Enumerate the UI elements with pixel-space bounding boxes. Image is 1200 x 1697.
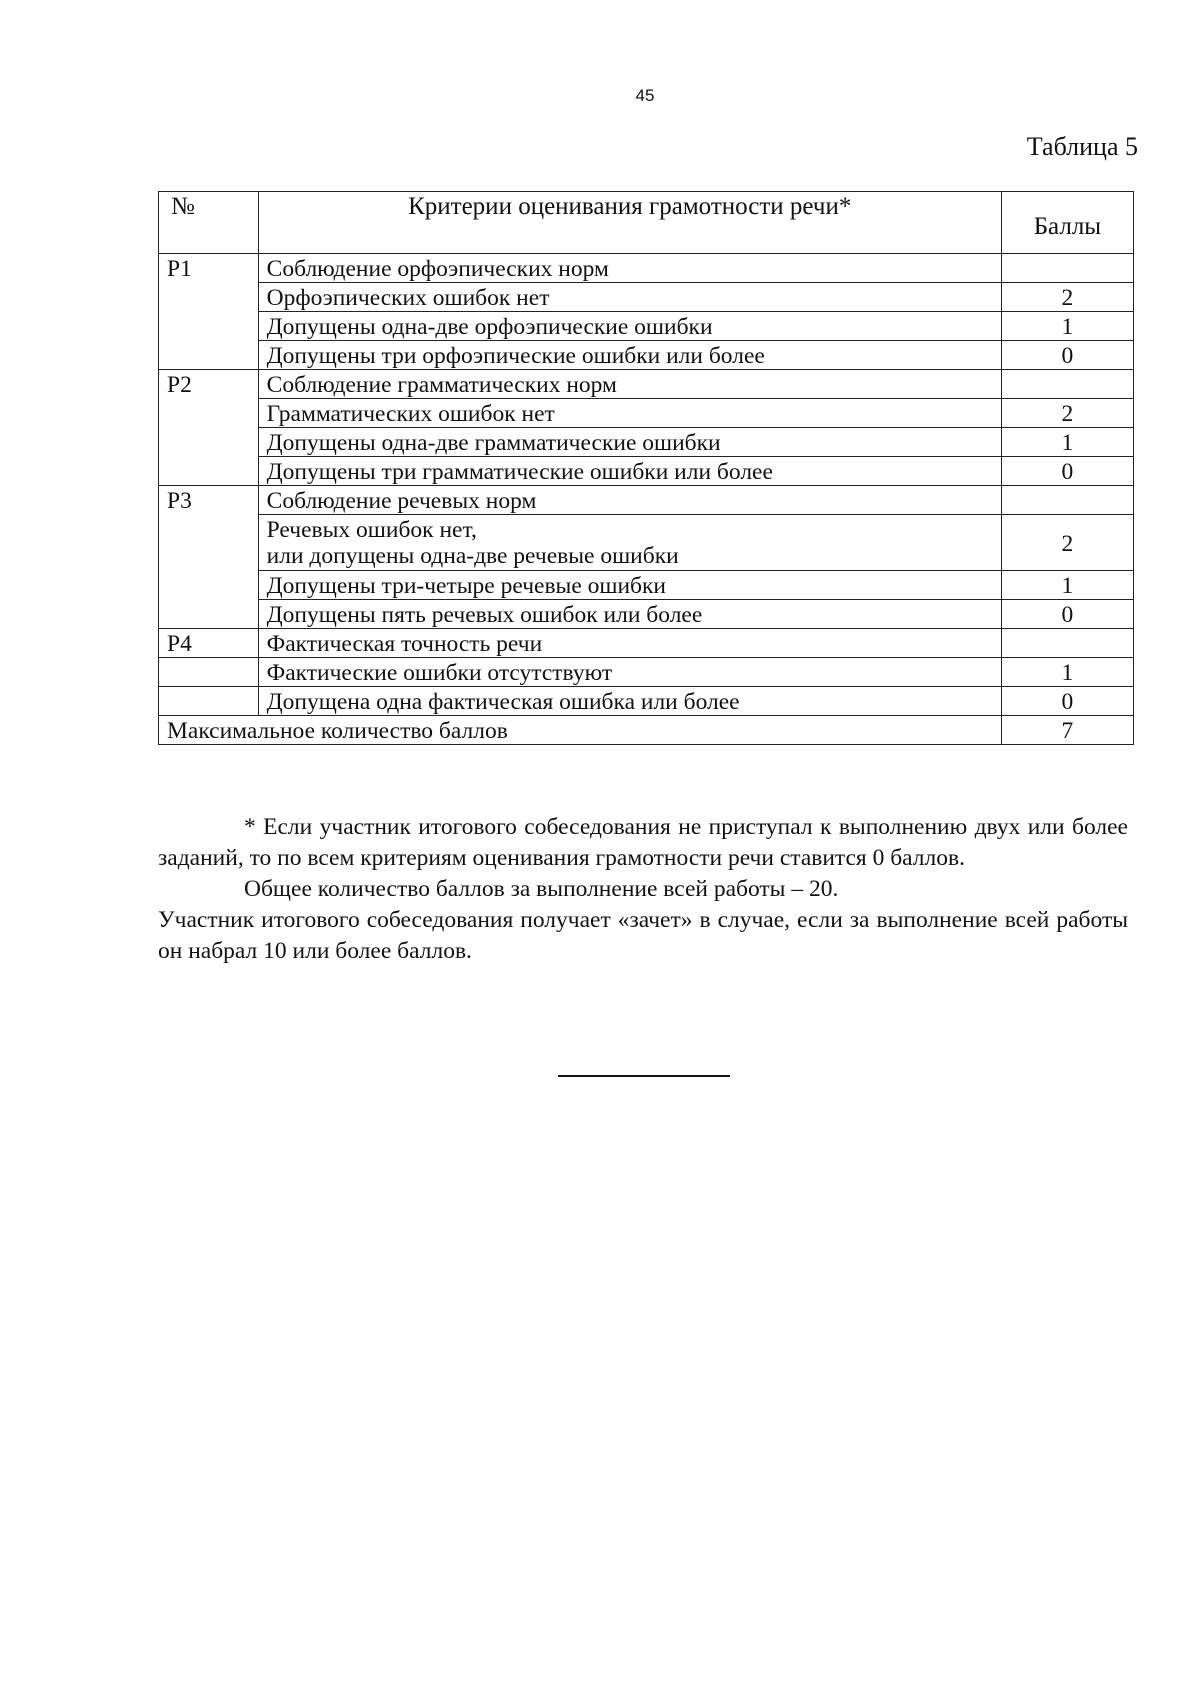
table-row: [159, 687, 1134, 716]
score-cell: 2: [1001, 399, 1133, 428]
header-score: Баллы: [1001, 192, 1133, 254]
score-cell: 1: [1001, 658, 1133, 687]
criterion-code: Р3: [159, 486, 259, 629]
table-row: [159, 457, 1134, 486]
criterion-item: Фактические ошибки отсутствуют: [258, 658, 1001, 687]
criterion-item: Допущены три грамматические ошибки или более: [258, 457, 1001, 486]
table-row: [159, 571, 1134, 600]
table-row: [159, 312, 1134, 341]
score-cell: [1001, 629, 1133, 658]
criterion-item: [258, 515, 1001, 571]
criterion-item: Орфоэпических ошибок нет: [258, 283, 1001, 312]
score-cell: 2: [1001, 283, 1133, 312]
table-row: [159, 254, 1134, 283]
score-cell: 1: [1001, 428, 1133, 457]
criterion-item: Допущены одна-две грамматические ошибки: [258, 428, 1001, 457]
score-cell: 0: [1001, 687, 1133, 716]
table-caption: Таблица 5: [1026, 132, 1138, 161]
table-header-row: [159, 192, 1134, 254]
criterion-code: Р4: [159, 629, 259, 658]
page-number: 45: [635, 86, 655, 105]
criterion-code: Р2: [159, 370, 259, 486]
criterion-item-line: Речевых ошибок нет,: [266, 517, 477, 543]
criterion-item: Допущены пять речевых ошибок или более: [258, 600, 1001, 629]
total-score: 7: [1001, 716, 1133, 745]
score-cell: 0: [1001, 341, 1133, 370]
header-num: №: [159, 192, 259, 254]
score-cell: [1001, 486, 1133, 515]
table-row: [159, 341, 1134, 370]
criterion-code: Р1: [159, 254, 259, 370]
criteria-table: [158, 191, 1134, 745]
criterion-item: Допущены три орфоэпические ошибки или более: [258, 341, 1001, 370]
criterion-code-empty: [159, 658, 259, 687]
table-row: [159, 658, 1134, 687]
table-row: [159, 399, 1134, 428]
score-cell: 2: [1001, 515, 1133, 571]
criterion-code-empty: [159, 687, 259, 716]
score-cell: [1001, 254, 1133, 283]
criterion-item: Грамматических ошибок нет: [258, 399, 1001, 428]
criterion-item: Допущены одна-две орфоэпические ошибки: [258, 312, 1001, 341]
table-row: [159, 600, 1134, 629]
score-cell: 0: [1001, 600, 1133, 629]
score-cell: 1: [1001, 571, 1133, 600]
table-row: [159, 283, 1134, 312]
score-cell: [1001, 370, 1133, 399]
table-row: [159, 515, 1134, 571]
criterion-title: Соблюдение грамматических норм: [258, 370, 1001, 399]
criterion-item: Допущена одна фактическая ошибка или более: [258, 687, 1001, 716]
footnote: * Если участник итогового собеседования не приступал к выполнению двух или более заданий, то по всем критериям оценивания грамотности речи ставится 0 баллов.: [158, 814, 1128, 871]
total-points-note: Общее количество баллов за выполнение всей работы – 20.: [244, 876, 839, 902]
criterion-item-line: или допущены одна-две речевые ошибки: [266, 543, 679, 569]
criterion-title: Соблюдение речевых норм: [258, 486, 1001, 515]
score-cell: 1: [1001, 312, 1133, 341]
end-rule: [558, 1075, 730, 1077]
table-row: [159, 629, 1134, 658]
criterion-title: Фактическая точность речи: [258, 629, 1001, 658]
notes: [158, 812, 1128, 967]
table-row: [159, 370, 1134, 399]
criterion-item: Допущены три-четыре речевые ошибки: [258, 571, 1001, 600]
score-cell: 0: [1001, 457, 1133, 486]
header-criteria: Критерии оценивания грамотности речи*: [258, 192, 1001, 254]
table-row: [159, 428, 1134, 457]
table-total-row: [159, 716, 1134, 745]
pass-rule-note: Участник итогового собеседования получает «зачет» в случае, если за выполнение всей работы он набрал 10 или более баллов.: [158, 907, 1128, 964]
total-label: Максимальное количество баллов: [159, 716, 1002, 745]
table-row: [159, 486, 1134, 515]
criterion-title: Соблюдение орфоэпических норм: [258, 254, 1001, 283]
